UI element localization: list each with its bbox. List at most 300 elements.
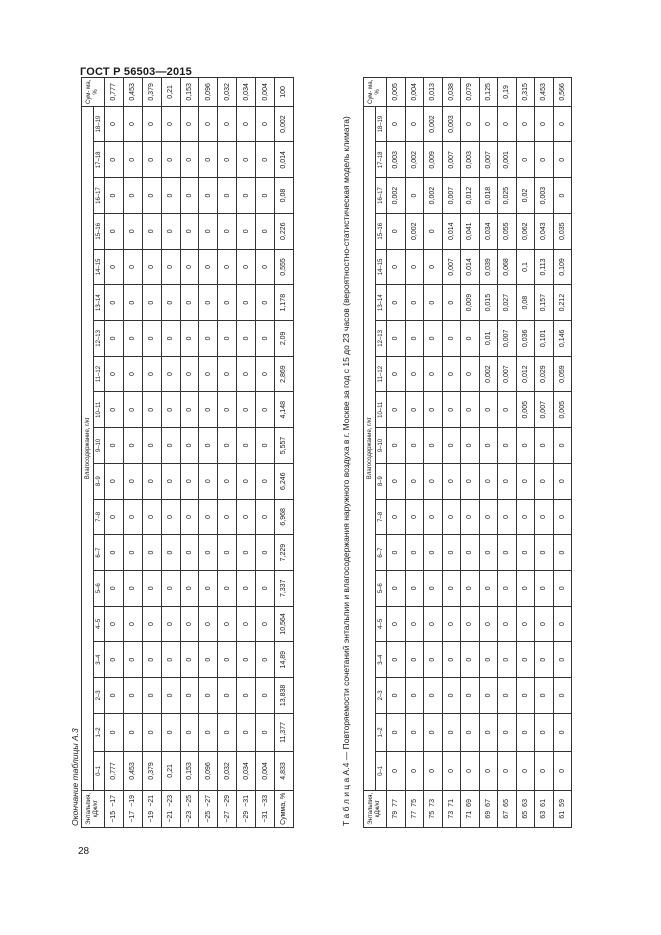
table-cell: 0 (218, 392, 237, 428)
table-cell: 0 (105, 178, 124, 214)
table-row (442, 78, 461, 828)
table-cell: 0 (180, 142, 199, 178)
enthalpy-to: −17 (105, 790, 124, 809)
table-cell: 0,002 (405, 213, 424, 249)
table-cell: 0 (142, 285, 161, 321)
enthalpy-from: −15 (105, 809, 124, 828)
table-cell: 0 (105, 678, 124, 714)
table-cell: 0 (498, 428, 517, 464)
table-cell: 0 (405, 428, 424, 464)
moisture-column-header: 8–9 (376, 463, 387, 499)
table-cell: 0,009 (461, 285, 480, 321)
table-cell: 0 (387, 606, 406, 642)
table-cell: 0 (461, 570, 480, 606)
table-cell: 0 (442, 428, 461, 464)
table-cell: 0 (461, 535, 480, 571)
table-cell: 0 (256, 392, 275, 428)
table-cell: 0 (199, 321, 218, 357)
table-cell: 0 (405, 463, 424, 499)
table-cell: 0 (479, 570, 498, 606)
table-cell: 0 (123, 356, 142, 392)
table-cell: 0 (387, 499, 406, 535)
table-cell: 0 (553, 606, 572, 642)
table-cell: 0 (123, 213, 142, 249)
table-cell: 0 (424, 213, 443, 249)
table-cell: 0 (218, 106, 237, 142)
table-cell: 0,002 (405, 142, 424, 178)
table-cell: 0 (442, 713, 461, 751)
table-cell: 0 (199, 213, 218, 249)
table-cell: 0 (180, 499, 199, 535)
table-cell: 0,212 (553, 285, 572, 321)
table-cell: 0 (424, 285, 443, 321)
table-row (123, 78, 142, 828)
table-cell: 0 (256, 428, 275, 464)
table-cell: 0 (161, 178, 180, 214)
table-cell: 0,113 (535, 249, 554, 285)
table-cell: 0 (424, 678, 443, 714)
table-cell: 0 (553, 713, 572, 751)
table-cell: 0 (237, 535, 256, 571)
table-cell: 0 (405, 499, 424, 535)
enthalpy-from: −31 (256, 809, 275, 828)
table-cell: 0,002 (424, 178, 443, 214)
table-cell: 0,109 (553, 249, 572, 285)
moisture-column-header: 15–16 (94, 213, 105, 249)
table-cell: 0 (142, 678, 161, 714)
moisture-column-header: 9–10 (376, 428, 387, 464)
table-cell: 0,009 (424, 142, 443, 178)
table-cell: 0 (424, 642, 443, 678)
table-cell: 0 (161, 321, 180, 357)
table-cell: 0 (405, 321, 424, 357)
table-cell: 0 (218, 213, 237, 249)
table-cell: 0 (105, 713, 124, 751)
table-cell: 0 (479, 678, 498, 714)
moisture-column-header: 18–19 (94, 106, 105, 142)
table-cell: 0,062 (516, 213, 535, 249)
table-cell: 0,041 (461, 213, 480, 249)
table-cell: 0 (442, 606, 461, 642)
table-cell: 0 (218, 356, 237, 392)
table-cell: 0,096 (199, 752, 218, 790)
moisture-column-header: 10–11 (376, 392, 387, 428)
table-cell: 0 (218, 428, 237, 464)
table-cell: 0 (105, 428, 124, 464)
table-cell: 0 (442, 463, 461, 499)
table-cell: 0 (123, 606, 142, 642)
table-cell: 0 (479, 106, 498, 142)
table-row (161, 78, 180, 828)
table-cell: 0 (424, 249, 443, 285)
table-cell: 0 (218, 142, 237, 178)
total-cell: 7,337 (275, 570, 294, 606)
table-cell: 0 (199, 570, 218, 606)
enthalpy-from: −17 (123, 809, 142, 828)
row-sum: 0,096 (199, 78, 218, 107)
enthalpy-from: 65 (516, 809, 535, 828)
table-cell: 0,101 (535, 321, 554, 357)
table-cell: 0 (199, 642, 218, 678)
table-cell: 0 (461, 356, 480, 392)
table-cell: 0 (256, 249, 275, 285)
table-cell: 0 (387, 428, 406, 464)
table-cell: 0 (237, 642, 256, 678)
table-cell: 0 (218, 249, 237, 285)
table-cell: 0,453 (123, 752, 142, 790)
total-cell: 5,557 (275, 428, 294, 464)
table-cell: 0 (479, 463, 498, 499)
enthalpy-header: Энтальпия, кДж/кг (82, 790, 105, 827)
table-cell: 0,014 (442, 213, 461, 249)
table-cell: 0 (142, 463, 161, 499)
table-cell: 0 (516, 678, 535, 714)
table-cell: 0 (142, 713, 161, 751)
table-cell: 0 (424, 321, 443, 357)
row-sum: 0,125 (479, 78, 498, 107)
moisture-column-header: 3–4 (376, 642, 387, 678)
table-cell: 0 (123, 463, 142, 499)
table-cell: 0 (180, 106, 199, 142)
table-cell: 0 (405, 678, 424, 714)
table-cell: 0 (461, 463, 480, 499)
enthalpy-from: −19 (142, 809, 161, 828)
total-cell: 1,178 (275, 285, 294, 321)
table-cell: 0 (218, 570, 237, 606)
enthalpy-to: −33 (256, 790, 275, 809)
moisture-column-header: 1–2 (376, 713, 387, 751)
table-cell: 0 (479, 499, 498, 535)
document-header: ГОСТ Р 56503—2015 (80, 66, 192, 78)
table-cell: 0 (199, 713, 218, 751)
table-row (180, 78, 199, 828)
table-cell: 0 (405, 713, 424, 751)
table-cell: 0 (105, 213, 124, 249)
table-row (237, 78, 256, 828)
table-cell: 0 (218, 499, 237, 535)
total-cell: 2,869 (275, 356, 294, 392)
table-cell: 0 (461, 713, 480, 751)
table-cell: 0 (256, 213, 275, 249)
table-cell: 0 (105, 499, 124, 535)
table-cell: 0 (199, 499, 218, 535)
table-cell: 0 (256, 713, 275, 751)
table-cell: 0 (461, 499, 480, 535)
table-cell: 0 (535, 428, 554, 464)
enthalpy-to: 65 (498, 790, 517, 809)
table-cell: 0 (553, 678, 572, 714)
enthalpy-from: −29 (237, 809, 256, 828)
moisture-column-header: 4–5 (94, 606, 105, 642)
enthalpy-from: −23 (180, 809, 199, 828)
table-cell: 0 (387, 356, 406, 392)
table-cell: 0,007 (498, 321, 517, 357)
enthalpy-to: 67 (479, 790, 498, 809)
table-cell: 0 (161, 249, 180, 285)
table-row (387, 78, 406, 828)
enthalpy-to: 71 (442, 790, 461, 809)
total-cell: 0,002 (275, 106, 294, 142)
table-cell: 0 (105, 321, 124, 357)
table-cell: 0,21 (161, 752, 180, 790)
enthalpy-to: −31 (237, 790, 256, 809)
enthalpy-from: 61 (553, 809, 572, 828)
moisture-column-header: 14–15 (376, 249, 387, 285)
table-cell: 0 (256, 463, 275, 499)
moisture-column-header: 6–7 (94, 535, 105, 571)
table-cell: 0 (256, 356, 275, 392)
table-cell: 0,015 (479, 285, 498, 321)
table-cell: 0 (405, 249, 424, 285)
table-cell: 0 (218, 321, 237, 357)
table-a3-caption: Окончание таблицы А.3 (70, 728, 80, 826)
table-cell: 0 (180, 642, 199, 678)
table-cell: 0 (461, 752, 480, 790)
moisture-column-header: 0–1 (376, 752, 387, 790)
table-cell: 0 (237, 213, 256, 249)
moisture-column-header: 12–13 (376, 321, 387, 357)
table-cell: 0 (405, 535, 424, 571)
table-cell: 0 (424, 428, 443, 464)
table-cell: 0 (123, 142, 142, 178)
table-cell: 0 (123, 321, 142, 357)
table-cell: 0,004 (256, 752, 275, 790)
table-cell: 0 (142, 356, 161, 392)
table-cell: 0 (424, 392, 443, 428)
table-cell: 0 (199, 678, 218, 714)
total-cell: 14,89 (275, 642, 294, 678)
enthalpy-to: 63 (516, 790, 535, 809)
row-sum: 0,19 (498, 78, 517, 107)
table-cell: 0 (237, 499, 256, 535)
table-cell: 0 (105, 606, 124, 642)
table-cell: 0 (553, 752, 572, 790)
row-sum: 0,079 (461, 78, 480, 107)
total-cell: 0,014 (275, 142, 294, 178)
table-cell: 0 (516, 142, 535, 178)
table-cell: 0 (199, 249, 218, 285)
table-cell: 0 (142, 428, 161, 464)
table-row (553, 78, 572, 828)
table-cell: 0 (256, 642, 275, 678)
row-sum: 0,777 (105, 78, 124, 107)
table-cell: 0 (387, 249, 406, 285)
table-cell: 0 (218, 463, 237, 499)
table-cell: 0 (105, 642, 124, 678)
table-cell: 0 (535, 752, 554, 790)
table-cell: 0,1 (516, 249, 535, 285)
table-cell: 0 (516, 499, 535, 535)
table-cell: 0 (256, 535, 275, 571)
enthalpy-to: −21 (142, 790, 161, 809)
table-cell: 0 (405, 178, 424, 214)
total-cell: 10,564 (275, 606, 294, 642)
table-cell: 0 (387, 642, 406, 678)
table-cell: 0 (123, 392, 142, 428)
table-cell: 0 (199, 463, 218, 499)
moisture-column-header: 4–5 (376, 606, 387, 642)
moisture-column-header: 17–18 (376, 142, 387, 178)
table-cell: 0 (237, 678, 256, 714)
table-cell: 0,005 (516, 392, 535, 428)
table-cell: 0 (161, 392, 180, 428)
table-cell: 0 (387, 392, 406, 428)
table-cell: 0,059 (553, 356, 572, 392)
table-cell: 0 (142, 570, 161, 606)
table-cell: 0 (105, 106, 124, 142)
table-row (516, 78, 535, 828)
table-cell: 0 (424, 606, 443, 642)
row-sum: 0,566 (553, 78, 572, 107)
table-cell: 0 (105, 249, 124, 285)
table-cell: 0 (142, 499, 161, 535)
table-cell: 0 (256, 178, 275, 214)
table-cell: 0,007 (479, 142, 498, 178)
table-cell: 0 (553, 642, 572, 678)
table-cell: 0 (199, 142, 218, 178)
table-cell: 0 (161, 285, 180, 321)
table-cell: 0 (142, 142, 161, 178)
table-cell: 0 (237, 178, 256, 214)
enthalpy-to: 77 (387, 790, 406, 809)
table-cell: 0 (256, 499, 275, 535)
moisture-column-header: 0–1 (94, 752, 105, 790)
table-cell: 0 (180, 392, 199, 428)
moisture-column-header: 16–17 (376, 178, 387, 214)
table-cell: 0,157 (535, 285, 554, 321)
table-cell: 0 (405, 752, 424, 790)
enthalpy-from: 67 (498, 809, 517, 828)
moisture-column-header: 3–4 (94, 642, 105, 678)
moisture-column-header: 5–6 (376, 570, 387, 606)
table-cell: 0 (553, 463, 572, 499)
table-cell: 0 (199, 535, 218, 571)
total-cell: 6,968 (275, 499, 294, 535)
table-cell: 0 (218, 178, 237, 214)
table-cell: 0 (535, 142, 554, 178)
table-cell: 0 (218, 535, 237, 571)
table-cell: 0 (218, 606, 237, 642)
table-cell: 0,018 (479, 178, 498, 214)
table-cell: 0 (479, 392, 498, 428)
table-cell: 0 (237, 463, 256, 499)
table-cell: 0 (516, 606, 535, 642)
table-row (142, 78, 161, 828)
table-cell: 0 (161, 142, 180, 178)
table-cell: 0 (180, 713, 199, 751)
table-cell: 0 (461, 678, 480, 714)
table-cell: 0,043 (535, 213, 554, 249)
table-cell: 0,007 (498, 356, 517, 392)
table-cell: 0 (123, 570, 142, 606)
table-cell: 0 (535, 606, 554, 642)
total-row (275, 78, 294, 828)
table-cell: 0 (535, 570, 554, 606)
total-cell: 11,377 (275, 713, 294, 751)
table-cell: 0 (405, 392, 424, 428)
enthalpy-from: 77 (405, 809, 424, 828)
table-cell: 0 (535, 535, 554, 571)
table-cell: 0 (256, 606, 275, 642)
enthalpy-to: −19 (123, 790, 142, 809)
table-cell: 0 (387, 285, 406, 321)
sum-column-header: Сум- ма, % (364, 78, 387, 107)
table-cell: 0 (218, 642, 237, 678)
table-cell: 0 (424, 499, 443, 535)
table-cell: 0 (553, 106, 572, 142)
table-cell: 0 (105, 463, 124, 499)
table-cell: 0,003 (387, 142, 406, 178)
table-cell: 0 (237, 392, 256, 428)
table-cell: 0 (199, 106, 218, 142)
table-cell: 0 (256, 106, 275, 142)
moisture-column-header: 11–12 (94, 356, 105, 392)
table-cell: 0 (461, 321, 480, 357)
moisture-group-header: Влагосодержание, г/кг (364, 106, 376, 790)
table-cell: 0 (461, 428, 480, 464)
table-cell: 0,012 (516, 356, 535, 392)
table-cell: 0 (161, 570, 180, 606)
page-number: 28 (78, 846, 90, 857)
table-cell: 0 (516, 535, 535, 571)
row-sum: 0,032 (218, 78, 237, 107)
table-cell: 0 (123, 678, 142, 714)
table-cell: 0,034 (479, 213, 498, 249)
row-sum: 0,21 (161, 78, 180, 107)
table-cell: 0 (498, 106, 517, 142)
table-cell: 0 (199, 285, 218, 321)
table-cell: 0 (553, 428, 572, 464)
table-cell: 0,007 (442, 249, 461, 285)
table-cell: 0 (405, 570, 424, 606)
table-cell: 0 (237, 285, 256, 321)
moisture-column-header: 7–8 (94, 499, 105, 535)
moisture-column-header: 7–8 (376, 499, 387, 535)
table-cell: 0 (516, 106, 535, 142)
table-cell: 0 (516, 713, 535, 751)
table-cell: 0 (180, 285, 199, 321)
table-cell: 0 (180, 321, 199, 357)
table-cell: 0,01 (479, 321, 498, 357)
table-cell: 0,003 (461, 142, 480, 178)
table-cell: 0 (142, 178, 161, 214)
table-cell: 0 (142, 392, 161, 428)
moisture-column-header: 9–10 (94, 428, 105, 464)
table-cell: 0 (535, 713, 554, 751)
table-cell: 0 (387, 213, 406, 249)
table-cell: 0,153 (180, 752, 199, 790)
moisture-column-header: 13–14 (376, 285, 387, 321)
table-cell: 0 (535, 463, 554, 499)
table-row (405, 78, 424, 828)
enthalpy-from: 79 (387, 809, 406, 828)
row-sum: 0,453 (123, 78, 142, 107)
table-cell: 0 (442, 535, 461, 571)
table-cell: 0,002 (479, 356, 498, 392)
moisture-group-header: Влагосодержание, г/кг (82, 106, 94, 790)
table-cell: 0 (442, 285, 461, 321)
table-cell: 0,039 (479, 249, 498, 285)
table-cell: 0 (553, 499, 572, 535)
table-cell: 0 (180, 213, 199, 249)
table-cell: 0 (256, 678, 275, 714)
moisture-column-header: 18–19 (376, 106, 387, 142)
enthalpy-to: −27 (199, 790, 218, 809)
table-cell: 0 (405, 106, 424, 142)
table-cell: 0 (142, 535, 161, 571)
enthalpy-to: −29 (218, 790, 237, 809)
table-cell: 0 (553, 535, 572, 571)
